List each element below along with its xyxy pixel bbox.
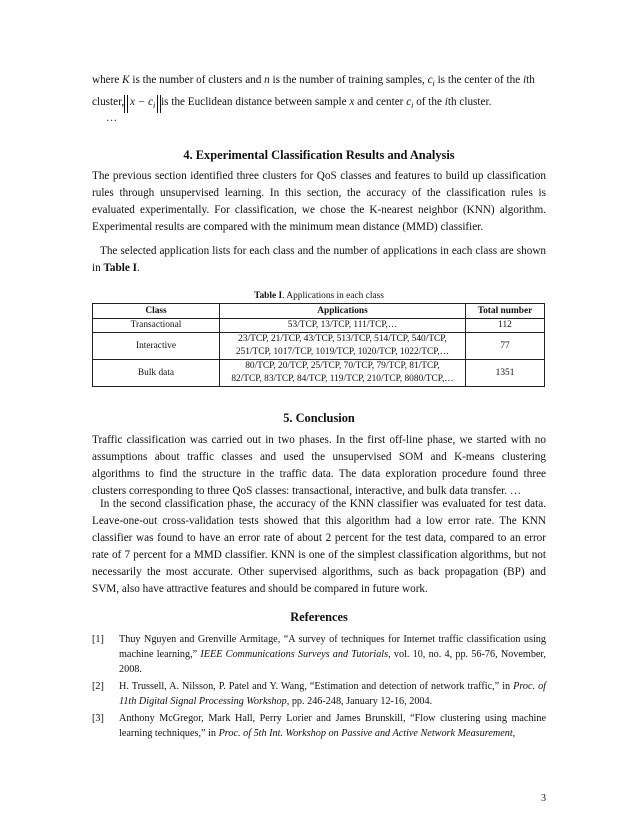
- reference-item: [92, 679, 546, 709]
- column-header-total: Total number: [466, 304, 545, 319]
- var-n: n: [264, 74, 270, 86]
- cell-class: Bulk data: [93, 360, 220, 387]
- text: is the number of clusters and: [129, 74, 265, 86]
- intro-line-1: [92, 72, 546, 92]
- text: Anthony McGregor, Mark Hall, Perry Lorier and James Brunskill, “Flow clustering using machine learning techniques,” in: [119, 713, 546, 739]
- section-5-heading: 5. Conclusion: [283, 411, 355, 425]
- table-caption-text: . Applications in each class: [282, 291, 384, 301]
- reference-item: [92, 711, 546, 741]
- section-5-paragraph-1: Traffic classification was carried out in two phases. In the first off-line phase, we started with no assumptions about traffic classes and used the unsupervised SOM and K-means clustering algorithms to find the structure in the traffic data. The data exploration procedure found three clusters corresponding to three QoS classes: transactional, interactive, and bulk data transfer. …: [92, 434, 546, 497]
- table-row: [93, 333, 545, 360]
- applications-table: [92, 303, 545, 387]
- references-heading: References: [290, 610, 348, 624]
- table-caption-label: Table I: [254, 291, 283, 301]
- text: .: [136, 262, 140, 274]
- reference-number: [2]: [92, 681, 104, 692]
- reference-venue: Proc. of 5th Int. Workshop on Passive and Active Network Measurement: [218, 728, 513, 739]
- var-k: K: [122, 74, 130, 86]
- var-i: i: [432, 79, 435, 88]
- applications-line: 82/TCP, 83/TCP, 84/TCP, 119/TCP, 210/TCP, 8080/TCP,…: [231, 374, 454, 384]
- text: , pp. 246-248, January 12-16, 2004.: [286, 696, 433, 707]
- reference-number: [3]: [92, 713, 104, 724]
- section-4-heading: 4. Experimental Classification Results and Analysis: [183, 148, 455, 162]
- applications-line: 23/TCP, 21/TCP, 43/TCP, 513/TCP, 514/TCP, 540/TCP,: [238, 334, 447, 344]
- text: , vol. 10, no. 4, pp. 56-76, November, 2008.: [119, 649, 546, 675]
- reference-item: [92, 632, 546, 677]
- page-number: 3: [541, 793, 546, 804]
- references-list: [92, 632, 546, 743]
- cell-class: Transactional: [93, 319, 220, 333]
- section-4-paragraph-1: The previous section identified three clusters for QoS classes and features to build up classification rules through unsupervised learning. In this section, the accuracy of the classification rules is evaluated experimentally. For classification, we chose the K-nearest neighbor (KNN) algorithm. Experimental results are compared with the minimum mean distance (MMD) classifier.: [92, 170, 546, 233]
- text: th cluster.: [447, 96, 492, 108]
- applications-line: 80/TCP, 20/TCP, 25/TCP, 70/TCP, 79/TCP, 81/TCP,: [245, 361, 440, 371]
- reference-number: [1]: [92, 634, 104, 645]
- var-c: c: [406, 96, 412, 108]
- text: H. Trussell, A. Nilsson, P. Patel and Y. Wang, “Estimation and detection of network traffic,” in: [119, 681, 514, 692]
- text: cluster,: [92, 96, 127, 108]
- cell-applications: 53/TCP, 13/TCP, 111/TCP,…: [220, 319, 466, 333]
- section-4-paragraph-2: [92, 243, 546, 277]
- cell-total: 1351: [466, 360, 545, 387]
- text: is the number of training samples,: [269, 74, 428, 86]
- cell-class: Interactive: [93, 333, 220, 360]
- table-row: [93, 319, 545, 333]
- reference-venue: IEEE Communications Surveys and Tutorials: [200, 649, 389, 660]
- var-i: i: [523, 74, 527, 86]
- text: of the: [413, 96, 445, 108]
- cell-total: 77: [466, 333, 545, 360]
- var-i: i: [411, 101, 414, 110]
- intro-ellipsis: …: [106, 112, 118, 124]
- table-header-row: [93, 304, 545, 319]
- text: and center: [354, 96, 407, 108]
- applications-line: 251/TCP, 1017/TCP, 1019/TCP, 1020/TCP, 1022/TCP,…: [235, 347, 450, 357]
- column-header-applications: Applications: [220, 304, 466, 319]
- table-reference: Table I: [103, 262, 137, 274]
- var-x: x: [349, 96, 355, 108]
- text: ,: [512, 728, 516, 739]
- var-i: i: [444, 96, 448, 108]
- section-5-paragraph-2: In the second classification phase, the accuracy of the KNN classifier was evaluated for test data. Leave-one-out cross-validation tests showed that this algorithm had a low error rate. The KNN classifier was found to have an error rate of about 2 percent for the test data, compared to an error rate of 7 percent for a MMD classifier. KNN is one of the simplest classification algorithms, but not necessarily the most accurate. Other supervised algorithms, such as back propagation (BP) and SVM, also have attractive features and should be compared in future work.: [92, 498, 546, 595]
- cell-applications: [220, 333, 466, 360]
- text: is the Euclidean distance between sample: [158, 96, 350, 108]
- text: Thuy Nguyen and Grenville Armitage, “A survey of techniques for Internet traffic classification using machine learning,”: [119, 634, 546, 660]
- reference-venue: Proc. of 11th Digital Signal Processing Workshop: [119, 681, 546, 707]
- text: The selected application lists for each class and the number of applications in each class are shown in: [92, 245, 546, 274]
- var-c: c: [427, 74, 433, 86]
- text: where: [92, 74, 123, 86]
- text: is the center of the: [434, 74, 524, 86]
- cell-total: 112: [466, 319, 545, 333]
- column-header-class: Class: [93, 304, 220, 319]
- var-i: i: [153, 101, 156, 110]
- cell-applications: [220, 360, 466, 387]
- table-row: [93, 360, 545, 387]
- text: th: [526, 74, 535, 86]
- table-caption: [92, 291, 546, 301]
- text: x − c: [129, 96, 154, 108]
